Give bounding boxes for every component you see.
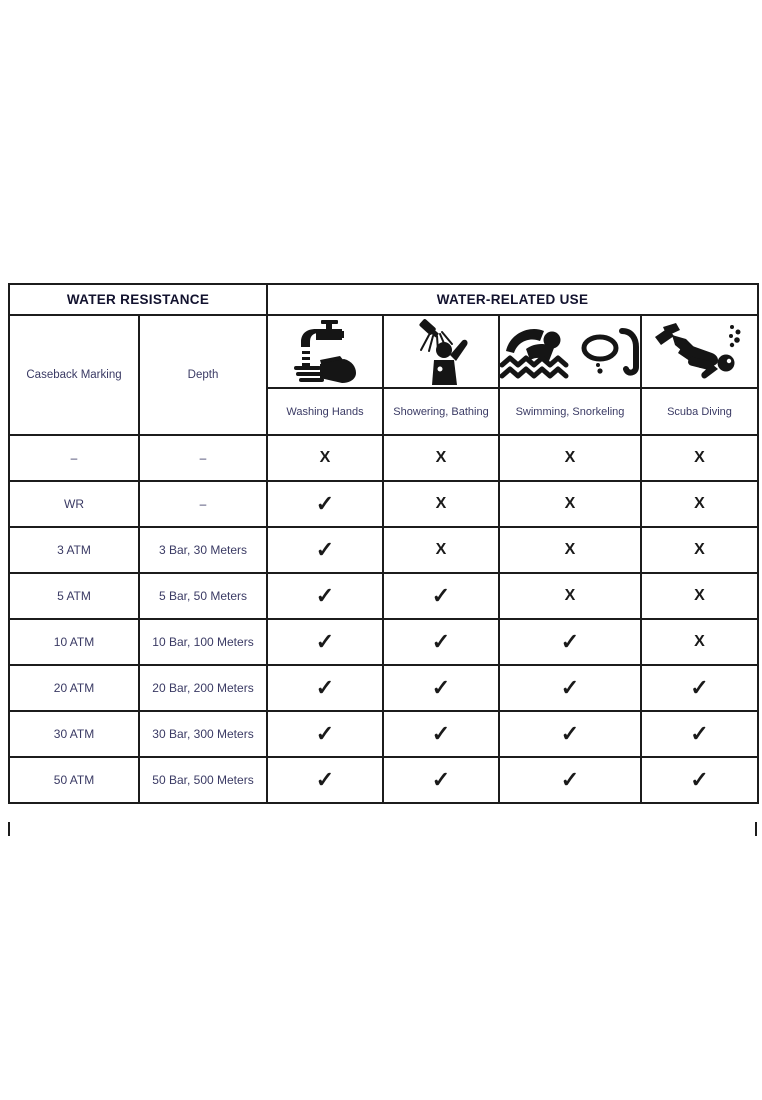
usage-cell-swimming: ✓: [499, 711, 641, 757]
water-resistance-table-wrap: [8, 283, 759, 804]
marking-cell: –: [9, 435, 139, 481]
marking-cell: 3 ATM: [9, 527, 139, 573]
usage-cell-washing: ✓: [267, 757, 383, 803]
usage-cell-scuba: ✓: [641, 711, 758, 757]
table-row-5atm: [9, 573, 758, 619]
activity-label-washing-hands: Washing Hands: [267, 388, 383, 435]
usage-cell-scuba: X: [641, 527, 758, 573]
usage-cell-swimming: ✓: [499, 619, 641, 665]
swimming-snorkeling-icon-cell: [499, 315, 641, 388]
scuba-diving-icon-cell: [641, 315, 758, 388]
usage-cell-swimming: X: [499, 435, 641, 481]
washing-hands-icon: [294, 320, 356, 384]
table-row-20atm: [9, 665, 758, 711]
usage-cell-scuba: X: [641, 619, 758, 665]
water-resistance-table: [8, 283, 759, 804]
usage-cell-showering: X: [383, 527, 499, 573]
usage-cell-washing: ✓: [267, 619, 383, 665]
usage-cell-showering: ✓: [383, 665, 499, 711]
usage-cell-showering: X: [383, 481, 499, 527]
usage-cell-swimming: X: [499, 527, 641, 573]
showering-icon: [414, 319, 468, 385]
table-border-stub-right: [755, 822, 757, 836]
marking-cell: WR: [9, 481, 139, 527]
marking-cell: 50 ATM: [9, 757, 139, 803]
usage-cell-washing: ✓: [267, 527, 383, 573]
table-row-3atm: [9, 527, 758, 573]
depth-cell: –: [139, 481, 267, 527]
usage-cell-washing: ✓: [267, 711, 383, 757]
depth-cell: 50 Bar, 500 Meters: [139, 757, 267, 803]
usage-cell-washing: X: [267, 435, 383, 481]
depth-cell: 10 Bar, 100 Meters: [139, 619, 267, 665]
usage-cell-showering: ✓: [383, 757, 499, 803]
usage-cell-washing: ✓: [267, 665, 383, 711]
marking-cell: 10 ATM: [9, 619, 139, 665]
table-row-none: [9, 435, 758, 481]
depth-cell: 5 Bar, 50 Meters: [139, 573, 267, 619]
usage-cell-showering: ✓: [383, 711, 499, 757]
marking-cell: 30 ATM: [9, 711, 139, 757]
depth-column-header: Depth: [139, 315, 267, 435]
usage-cell-swimming: X: [499, 481, 641, 527]
depth-cell: 3 Bar, 30 Meters: [139, 527, 267, 573]
usage-cell-swimming: X: [499, 573, 641, 619]
usage-cell-scuba: ✓: [641, 665, 758, 711]
usage-cell-washing: ✓: [267, 573, 383, 619]
activity-label-showering-bathing: Showering, Bathing: [383, 388, 499, 435]
depth-cell: –: [139, 435, 267, 481]
table-border-stub-left: [8, 822, 10, 836]
activity-label-scuba-diving: Scuba Diving: [641, 388, 758, 435]
usage-cell-scuba: X: [641, 435, 758, 481]
showering-icon-cell: [383, 315, 499, 388]
usage-cell-swimming: ✓: [499, 757, 641, 803]
usage-cell-scuba: X: [641, 481, 758, 527]
table-row-50atm: [9, 757, 758, 803]
usage-cell-showering: X: [383, 435, 499, 481]
depth-cell: 20 Bar, 200 Meters: [139, 665, 267, 711]
usage-cell-scuba: ✓: [641, 757, 758, 803]
usage-cell-swimming: ✓: [499, 665, 641, 711]
depth-cell: 30 Bar, 300 Meters: [139, 711, 267, 757]
swimming-snorkeling-icon: [500, 323, 640, 381]
marking-cell: 5 ATM: [9, 573, 139, 619]
washing-hands-icon-cell: [267, 315, 383, 388]
activity-label-swimming-snorkeling: Swimming, Snorkeling: [499, 388, 641, 435]
caseback-marking-column-header: Caseback Marking: [9, 315, 139, 435]
table-row-10atm: [9, 619, 758, 665]
table-row-30atm: [9, 711, 758, 757]
icon-row: [9, 315, 758, 388]
water-related-use-header: WATER-RELATED USE: [267, 284, 758, 315]
usage-cell-showering: ✓: [383, 573, 499, 619]
usage-cell-showering: ✓: [383, 619, 499, 665]
marking-cell: 20 ATM: [9, 665, 139, 711]
water-resistance-header: WATER RESISTANCE: [9, 284, 267, 315]
table-header-row: [9, 284, 758, 315]
scuba-diving-icon: [654, 323, 746, 381]
usage-cell-washing: ✓: [267, 481, 383, 527]
table-row-wr: [9, 481, 758, 527]
usage-cell-scuba: X: [641, 573, 758, 619]
